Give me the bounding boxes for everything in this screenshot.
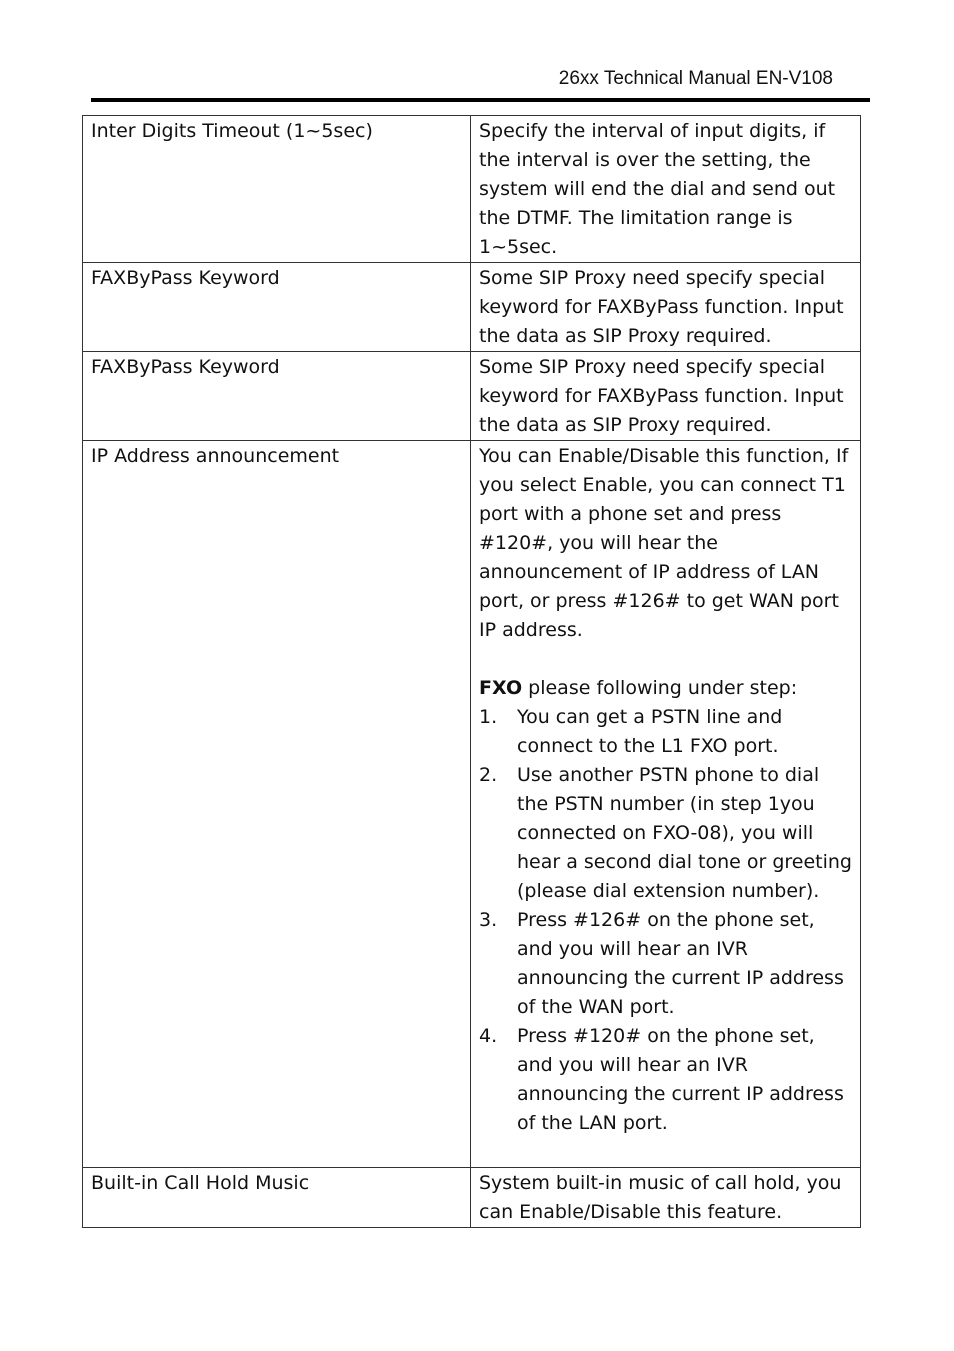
setting-name: Inter Digits Timeout (1~5sec) <box>83 116 471 263</box>
setting-description: Some SIP Proxy need specify special keyword for FAXByPass function. Input the data as SIP Proxy required. <box>471 352 861 441</box>
setting-name: FAXByPass Keyword <box>83 352 471 441</box>
fxo-instructions-heading <box>479 674 854 703</box>
ip-announcement-intro: You can Enable/Disable this function, If you select Enable, you can connect T1 port with a phone set and press #120#, you will hear the announcement of IP address of LAN port, or press #126# to get WAN port IP address. <box>479 445 849 641</box>
step-number: 4. <box>479 1025 498 1047</box>
list-item <box>479 703 854 761</box>
setting-name: FAXByPass Keyword <box>83 263 471 352</box>
table-row <box>83 352 861 441</box>
table-row <box>83 1168 861 1228</box>
list-item <box>479 761 854 906</box>
fxo-steps-list <box>479 703 854 1138</box>
setting-name: IP Address announcement <box>83 441 471 1168</box>
setting-description: Some SIP Proxy need specify special keyword for FAXByPass function. Input the data as SIP Proxy required. <box>471 263 861 352</box>
list-item <box>479 906 854 1022</box>
table-row <box>83 116 861 263</box>
step-number: 3. <box>479 909 498 931</box>
list-item <box>479 1022 854 1138</box>
settings-table <box>82 115 861 1228</box>
setting-name: Built-in Call Hold Music <box>83 1168 471 1228</box>
fxo-heading-text: please following under step: <box>522 677 798 699</box>
step-text: Press #126# on the phone set, and you will hear an IVR announcing the current IP address of the WAN port. <box>517 909 844 1018</box>
setting-description: System built-in music of call hold, you can Enable/Disable this feature. <box>471 1168 861 1228</box>
setting-description <box>471 441 861 1168</box>
header-rule <box>91 98 870 102</box>
step-text: Use another PSTN phone to dial the PSTN number (in step 1you connected on FXO-08), you will hear a second dial tone or greeting (please dial extension number). <box>517 764 852 902</box>
step-number: 2. <box>479 764 498 786</box>
step-text: You can get a PSTN line and connect to the L1 FXO port. <box>517 706 783 757</box>
step-number: 1. <box>479 706 498 728</box>
setting-description: Specify the interval of input digits, if the interval is over the setting, the system will end the dial and send out the DTMF. The limitation range is 1~5sec. <box>471 116 861 263</box>
table-row <box>83 263 861 352</box>
fxo-label: FXO <box>479 677 523 699</box>
table-row <box>83 441 861 1168</box>
document-header-title: 26xx Technical Manual EN-V108 <box>558 68 833 89</box>
step-text: Press #120# on the phone set, and you will hear an IVR announcing the current IP address of the LAN port. <box>517 1025 844 1134</box>
